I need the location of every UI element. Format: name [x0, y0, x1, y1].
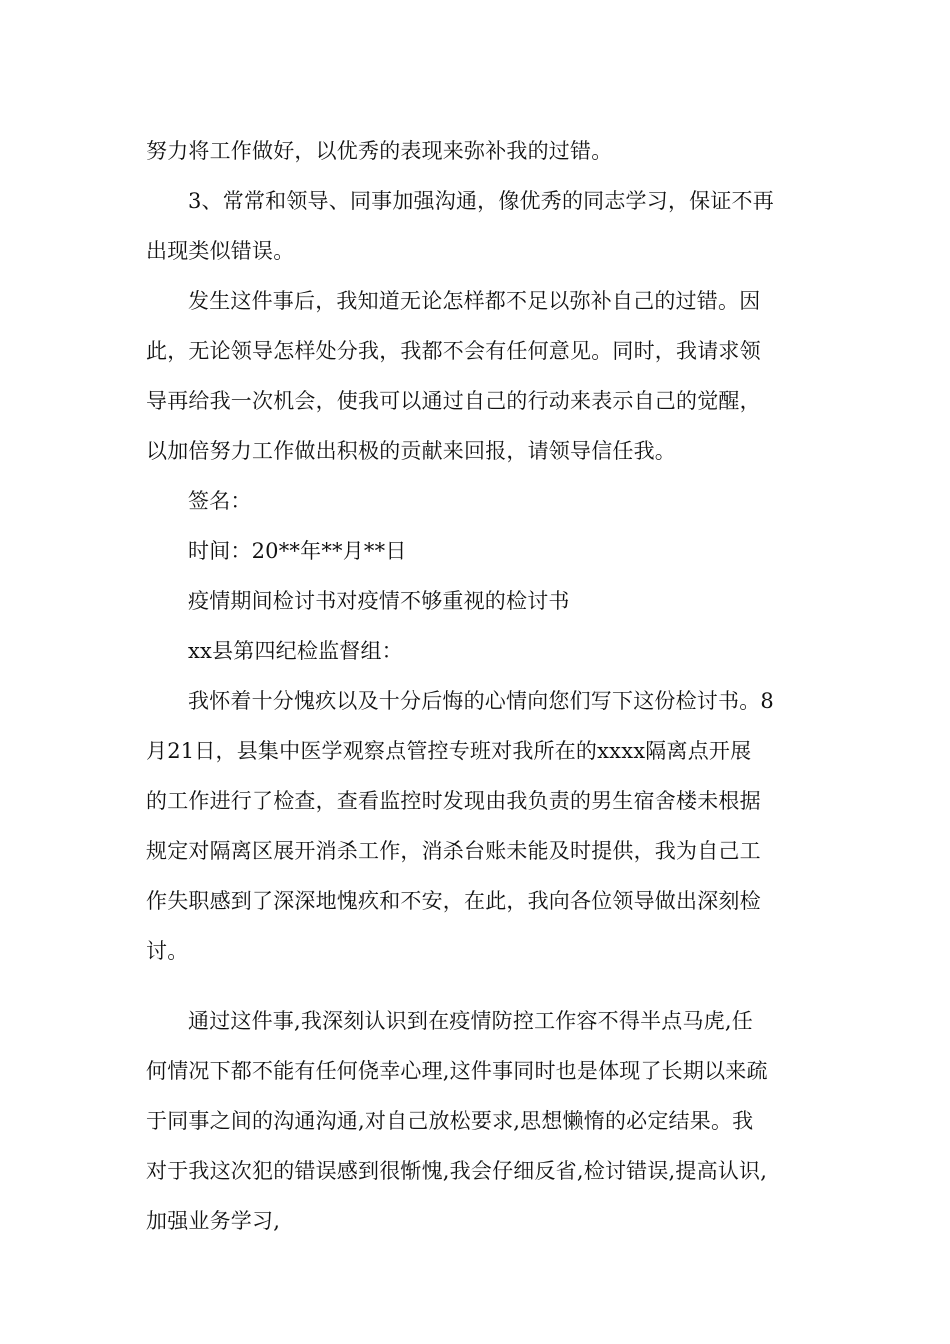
text-line: 讨。 — [146, 939, 189, 963]
salutation: xx县第四纪检监督组： — [188, 639, 403, 663]
text-line: 作失职感到了深深地愧疚和不安，在此，我向各位领导做出深刻检 — [146, 889, 761, 913]
text-line: 3、常常和领导、同事加强沟通，像优秀的同志学习，保证不再 — [188, 189, 774, 213]
text-line: 导再给我一次机会，使我可以通过自己的行动来表示自己的觉醒， — [146, 389, 761, 413]
text-line: 以加倍努力工作做出积极的贡献来回报，请领导信任我。 — [146, 439, 676, 463]
text-line: 出现类似错误。 — [146, 239, 295, 263]
text-line: 加强业务学习, — [146, 1209, 281, 1233]
text-line: 对于我这次犯的错误感到很惭愧,我会仔细反省,检讨错误,提高认识, — [146, 1159, 768, 1183]
text-line: 于同事之间的沟通沟通,对自己放松要求,思想懒惰的必定结果。我 — [146, 1109, 754, 1133]
signature-label: 签名： — [188, 489, 252, 513]
text-line: 何情况下都不能有任何侥幸心理,这件事同时也是体现了长期以来疏 — [146, 1059, 768, 1083]
section-title: 疫情期间检讨书对疫情不够重视的检讨书 — [188, 589, 570, 613]
text-line: 通过这件事,我深刻认识到在疫情防控工作容不得半点马虎,任 — [188, 1009, 753, 1033]
date-line: 时间：20**年**月**日 — [188, 539, 407, 563]
text-line: 此，无论领导怎样处分我，我都不会有任何意见。同时，我请求领 — [146, 339, 761, 363]
text-line: 我怀着十分愧疚以及十分后悔的心情向您们写下这份检讨书。8 — [188, 689, 774, 713]
text-line: 努力将工作做好，以优秀的表现来弥补我的过错。 — [146, 139, 613, 163]
text-line: 的工作进行了检查，查看监控时发现由我负责的男生宿舍楼未根据 — [146, 789, 761, 813]
text-line: 规定对隔离区展开消杀工作，消杀台账未能及时提供，我为自己工 — [146, 839, 761, 863]
text-line: 月21日，县集中医学观察点管控专班对我所在的xxxx隔离点开展 — [146, 739, 752, 763]
text-line: 发生这件事后，我知道无论怎样都不足以弥补自己的过错。因 — [188, 289, 761, 313]
